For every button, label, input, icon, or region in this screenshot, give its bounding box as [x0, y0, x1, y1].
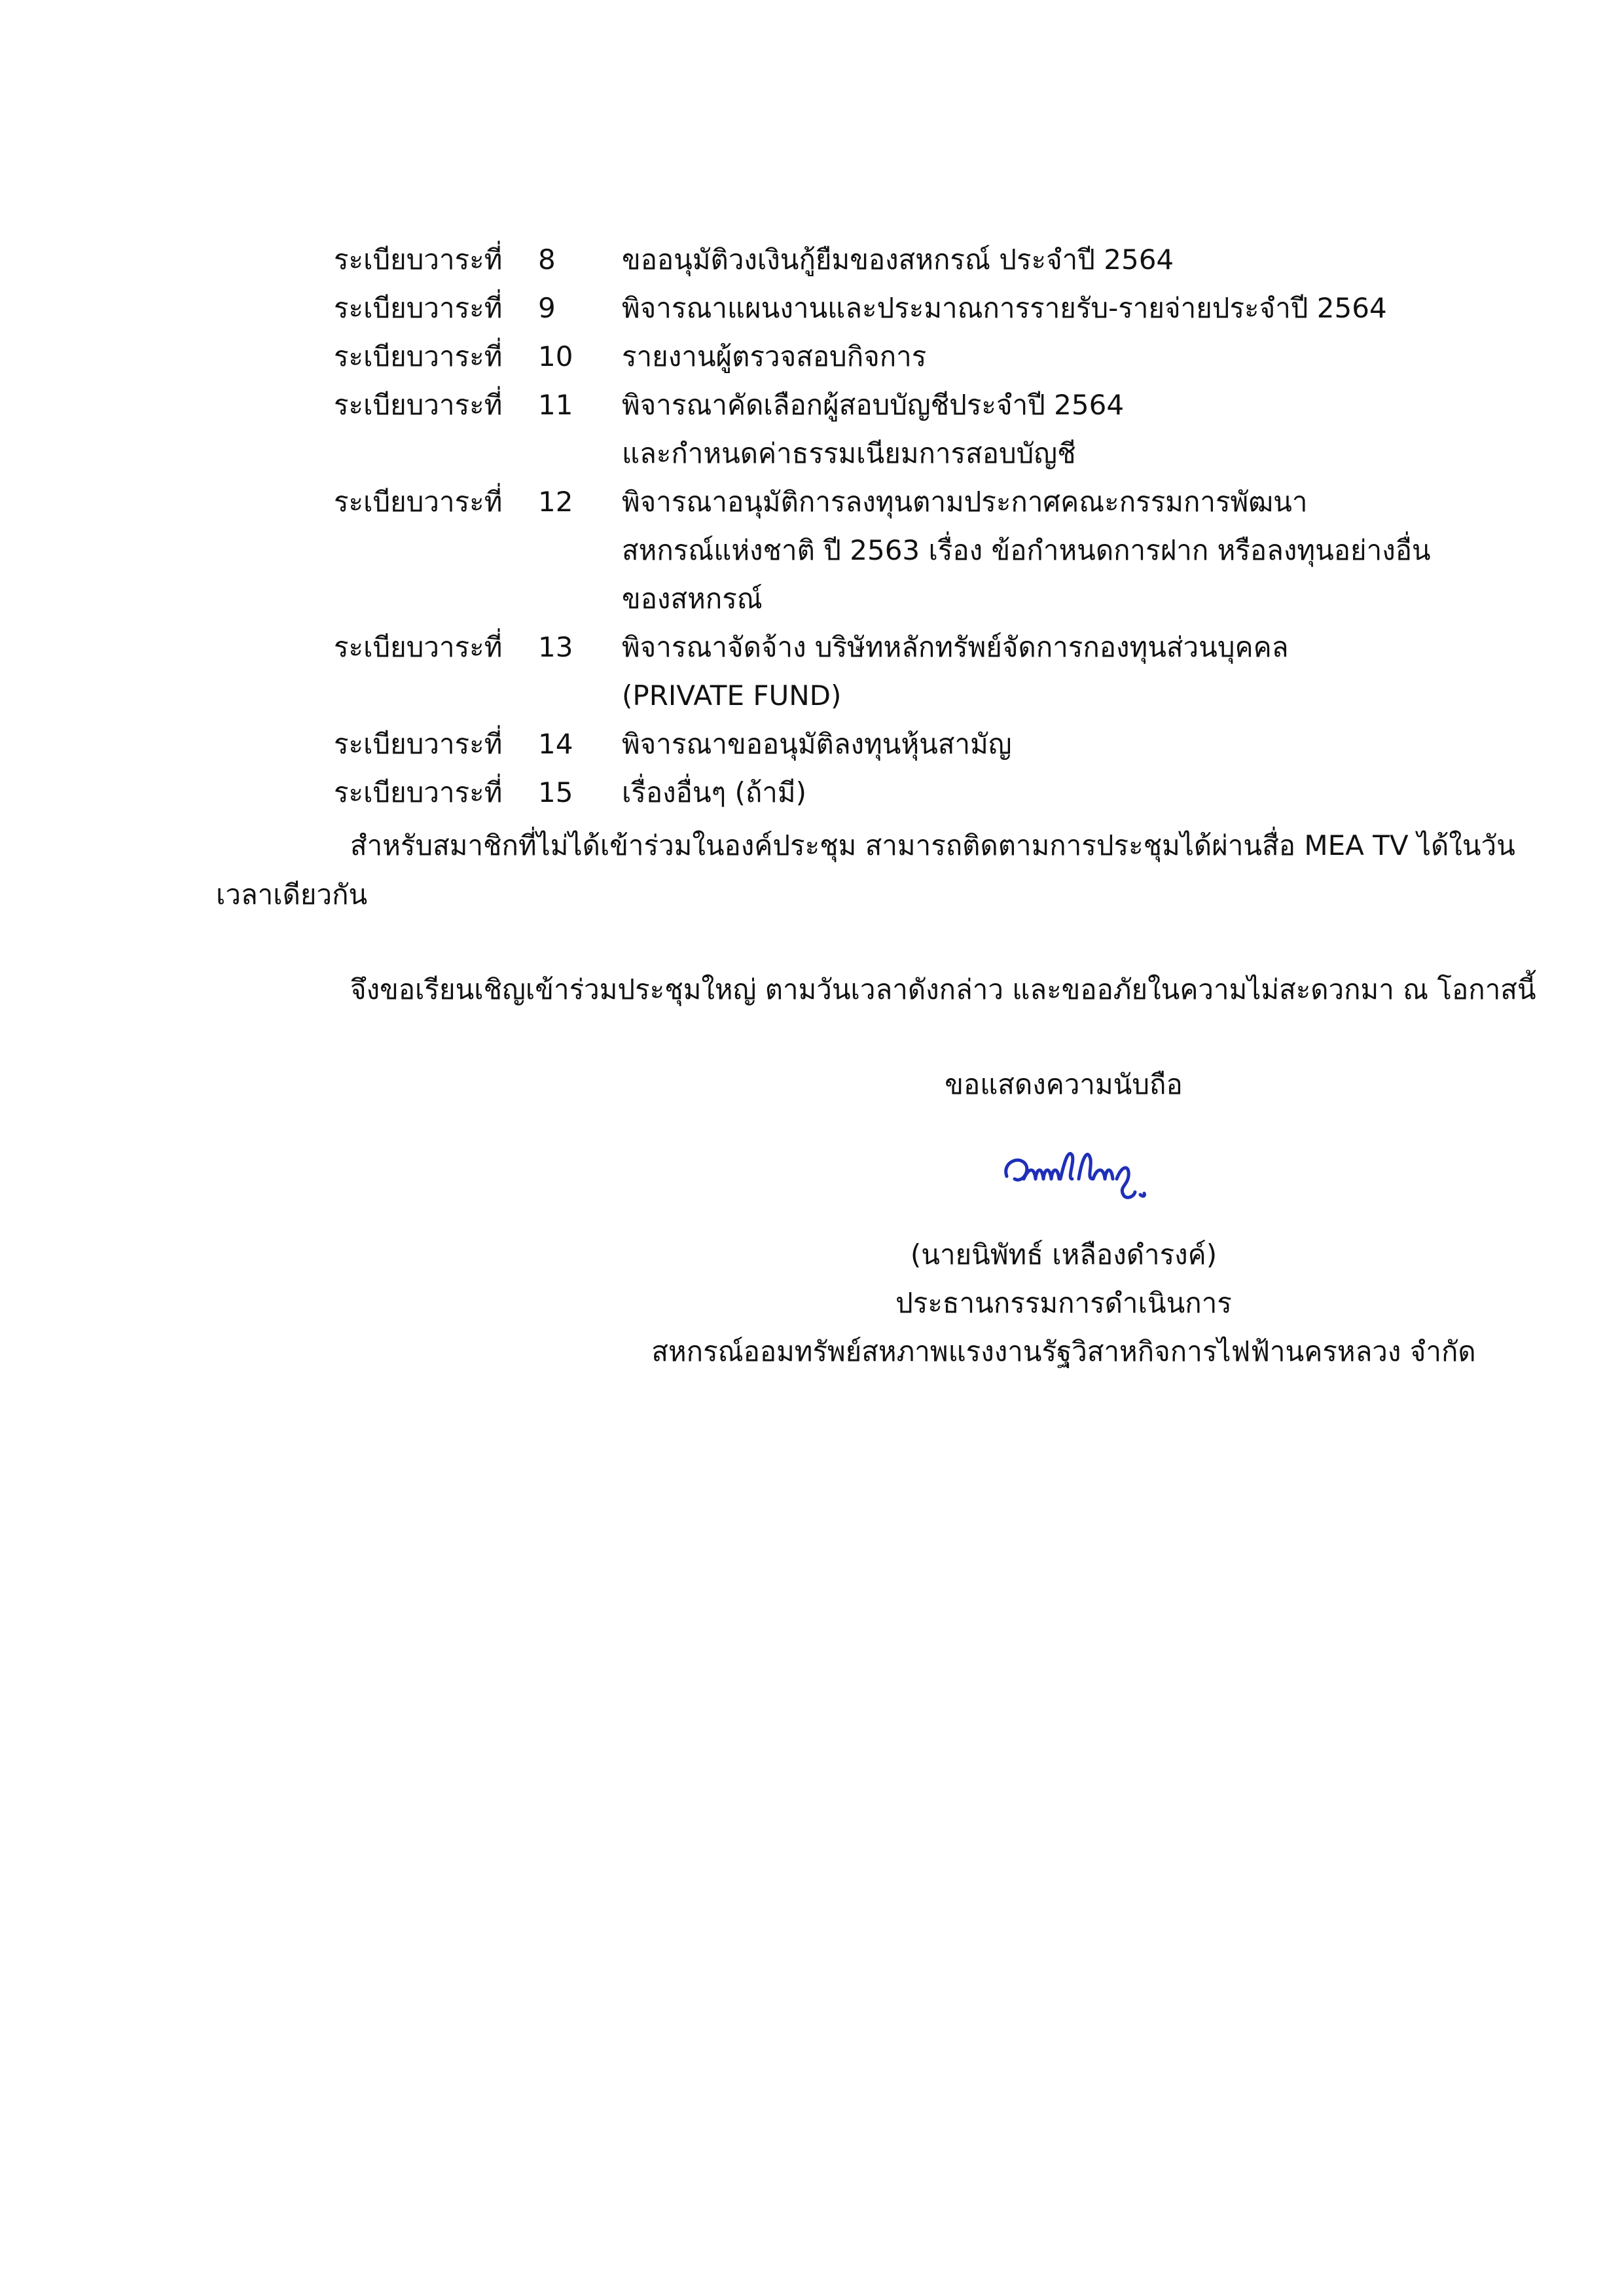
agenda-item [334, 478, 1532, 623]
agenda-item-text-line: สหกรณ์แห่งชาติ ปี 2563 เรื่อง ข้อกำหนดการฝาก หรือลงทุนอย่างอื่น [622, 534, 1431, 566]
agenda-item-text-line: ขออนุมัติวงเงินกู้ยืมของสหกรณ์ ประจำปี 2564 [622, 244, 1174, 276]
signatory-name: (นายนิพัทธ์ เหลืองดำรงค์) [910, 1238, 1218, 1271]
agenda-item [334, 768, 1532, 817]
invitation-paragraph: จึงขอเรียนเชิญเข้าร่วมประชุมใหญ่ ตามวันเวลาดังกล่าว และขออภัยในความไม่สะดวกมา ณ โอกาสนี้ [350, 973, 1536, 1005]
agenda-item-text [622, 333, 1532, 381]
agenda-item [334, 236, 1532, 284]
agenda-list [334, 236, 1532, 817]
agenda-item-text-line: (PRIVATE FUND) [622, 679, 842, 712]
agenda-item-text [622, 720, 1532, 768]
agenda-item-text-line: พิจารณาแผนงานและประมาณการรายรับ-รายจ่ายประจำปี 2564 [622, 292, 1387, 324]
agenda-item-text [622, 236, 1532, 284]
agenda-item-text [622, 768, 1532, 817]
agenda-item-text-line: เรื่องอื่นๆ (ถ้ามี) [622, 776, 806, 808]
notice-paragraph-line1: สำหรับสมาชิกที่ไม่ได้เข้าร่วมในองค์ประชุม สามารถติดตามการประชุมได้ผ่านสื่อ MEA TV ได้ในวัน [350, 829, 1515, 861]
closing-block [589, 1060, 1538, 1109]
agenda-item-label: ระเบียบวาระที่ [334, 631, 503, 663]
agenda-item-number: 13 [538, 631, 573, 663]
signature-image [995, 1136, 1191, 1214]
agenda-item [334, 623, 1532, 720]
agenda-item [334, 720, 1532, 768]
agenda-item-text [622, 284, 1532, 333]
agenda-item-text [622, 381, 1532, 478]
agenda-item-text-line: พิจารณาอนุมัติการลงทุนตามประกาศคณะกรรมการพัฒนา [622, 486, 1308, 518]
agenda-item-label: ระเบียบวาระที่ [334, 728, 503, 760]
signatory-position: ประธานกรรมการดำเนินการ [895, 1287, 1232, 1319]
agenda-item-number: 8 [538, 244, 556, 276]
agenda-item-number: 14 [538, 728, 573, 760]
agenda-item-text-line: พิจารณาคัดเลือกผู้สอบบัญชีประจำปี 2564 [622, 389, 1125, 421]
agenda-item [334, 333, 1532, 381]
agenda-item-text-line: และกำหนดค่าธรรมเนียมการสอบบัญชี [622, 437, 1076, 469]
agenda-item-text-line: รายงานผู้ตรวจสอบกิจการ [622, 340, 927, 372]
agenda-item-number: 15 [538, 776, 573, 808]
agenda-item-label: ระเบียบวาระที่ [334, 389, 503, 421]
agenda-item-text-line: พิจารณาจัดจ้าง บริษัทหลักทรัพย์จัดการกองทุนส่วนบุคคล [622, 631, 1289, 663]
agenda-item-number: 9 [538, 292, 556, 324]
signatory-organization: สหกรณ์ออมทรัพย์สหภาพแรงงานรัฐวิสาหกิจการไฟฟ้านครหลวง จำกัด [651, 1335, 1476, 1367]
agenda-item [334, 284, 1532, 333]
agenda-item-label: ระเบียบวาระที่ [334, 776, 503, 808]
notice-paragraph-line2: เวลาเดียวกัน [216, 878, 368, 911]
closing-phrase: ขอแสดงความนับถือ [945, 1068, 1183, 1100]
agenda-item-number: 12 [538, 486, 573, 518]
agenda-item-number: 11 [538, 389, 573, 421]
agenda-item-label: ระเบียบวาระที่ [334, 292, 503, 324]
agenda-item-number: 10 [538, 340, 573, 372]
agenda-item-label: ระเบียบวาระที่ [334, 486, 503, 518]
agenda-item [334, 381, 1532, 478]
agenda-item-text-line: พิจารณาขออนุมัติลงทุนหุ้นสามัญ [622, 728, 1012, 760]
agenda-item-text [622, 478, 1532, 623]
agenda-item-text [622, 623, 1532, 720]
signatory-block [589, 1231, 1538, 1376]
agenda-item-text-line: ของสหกรณ์ [622, 583, 763, 615]
agenda-item-label: ระเบียบวาระที่ [334, 340, 503, 372]
agenda-item-label: ระเบียบวาระที่ [334, 244, 503, 276]
